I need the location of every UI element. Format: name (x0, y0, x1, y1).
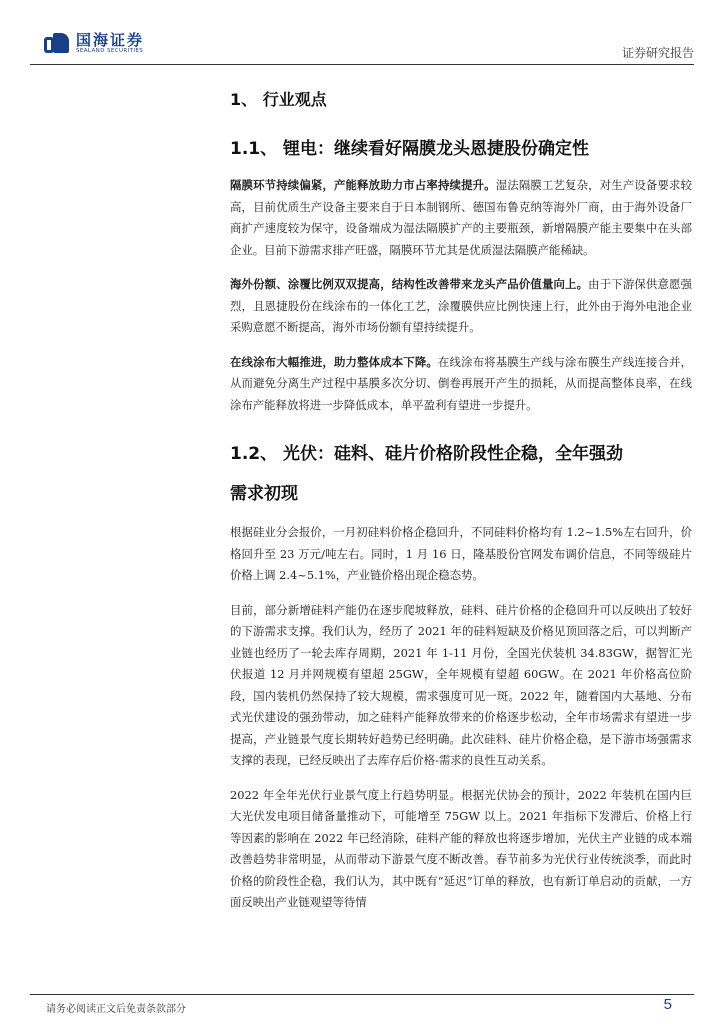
section-1-2-heading-line1: 1.2、 光伏：硅料、硅片价格阶段性企稳，全年强劲 (230, 444, 624, 464)
section-1-2-heading (230, 434, 692, 514)
paragraph-overseas-share (230, 274, 692, 339)
paragraph-online-coating (230, 352, 692, 417)
logo-name-cn: 国海证券 (76, 31, 145, 49)
paragraph-lead: 在线涂布大幅推进，助力整体成本下降。 (230, 354, 438, 369)
page-header (0, 0, 724, 66)
section-1-1-heading: 1.1、 锂电：继续看好隔膜龙头恩捷股份确定性 (230, 139, 590, 159)
paragraph-lead: 隔膜环节持续偏紧，产能释放助力市占率持续提升。 (230, 178, 496, 192)
section-1-2-heading-line2: 需求初现 (230, 484, 298, 504)
main-content (230, 88, 692, 927)
company-logo (44, 32, 144, 55)
logo-name-en: SEALAND SECURITIES (76, 48, 144, 54)
header-divider (30, 64, 694, 65)
paragraph-separator-supply (230, 175, 692, 261)
page-number: 5 (663, 996, 672, 1013)
paragraph-body: 由于下游保供意愿强烈，且恩捷股份在线涂布的一体化工艺，涂覆膜供应比例快速上行，此外由于海外电池企业采购意愿不断提高，海外市场份额有望持续提升。 (230, 277, 692, 334)
paragraph-silicon-price: 根据硅业分会报价，一月初硅料价格企稳回升，不同硅料价格均有 1.2~1.5%左右回升，价格回升至 23 万元/吨左右。同时，1 月 16 日，隆基股份官网发布调价信息，不同等级硅片价格上调 2.4~5.1%，产业链价格出现企稳态势。 (230, 525, 692, 582)
footer-divider (30, 994, 694, 995)
paragraph-lead: 海外份额、涂覆比例双双提高，结构性改善带来龙头产品价值量向上。 (230, 277, 589, 291)
logo-icon (44, 33, 70, 55)
disclaimer-note: 请务必阅读正文后免责条款部分 (46, 1004, 186, 1015)
paragraph-demand-support: 目前，部分新增硅料产能仍在逐步爬坡释放，硅料、硅片价格的企稳回升可以反映出了较好的下游需求支撑。我们认为，经历了 2021 年的硅料短缺及价格见顶回落之后，可以判断产业链也经历了一轮去库存周期，2021 年 1-11 月份，全国光伏装机 34.83GW，据智汇光伏报道 12 月并网规模有望超 25GW，全年规模有望超 60GW。在 2021 年价格高位阶段，国内装机仍然保持了较大规模，需求强度可见一斑。2022 年，随着国内大基地、分布式光伏建设的强劲带动，加之硅料产能释放带来的价格逐步松动，全年市场需求有望进一步提高，产业链景气度长期转好趋势已经明确。此次硅料、硅片价格企稳，是下游市场强需求支撑的表现，已经反映出了去库存后价格-需求的良性互动关系。 (230, 602, 692, 767)
paragraph-body: 湿法隔膜工艺复杂，对生产设备要求较高，目前优质生产设备主要来自于日本制钢所、德国布鲁克纳等海外厂商，由于海外设备厂商扩产速度较为保守，设备端成为湿法隔膜扩产的主要瓶颈，新增隔膜产能主要集中在头部企业。目前下游需求排产旺盛，隔膜环节尤其是优质湿法隔膜产能稀缺。 (230, 178, 692, 257)
section-1-heading: 1、 行业观点 (230, 90, 327, 109)
paragraph-2022-outlook: 2022 年全年光伏行业景气度上行趋势明显。根据光伏协会的预计，2022 年装机在国内巨大光伏发电项目储备量推动下，可能增至 75GW 以上。2021 年指标下发滞后、价格上行等因素的影响在 2022 年已经消除，硅料产能的释放也将逐步增加，光伏主产业链的成本端改善趋势非常明显，从而带动下游景气度不断改善。春节前多为光伏行业传统淡季，而此时价格的阶段性企稳，我们认为，其中既有“延迟”订单的释放，也有新订单启动的贡献，一方面反映出产业链观望等待情 (230, 787, 692, 909)
report-type-label: 证券研究报告 (621, 46, 694, 60)
paragraph-body: 在线涂布将基膜生产线与涂布膜生产线连接合并，从而避免分离生产过程中基膜多次分切、倒卷再展开产生的损耗，从而提高整体良率，在线涂布产能释放将进一步降低成本，单平盈利有望进一步提升。 (230, 354, 692, 412)
